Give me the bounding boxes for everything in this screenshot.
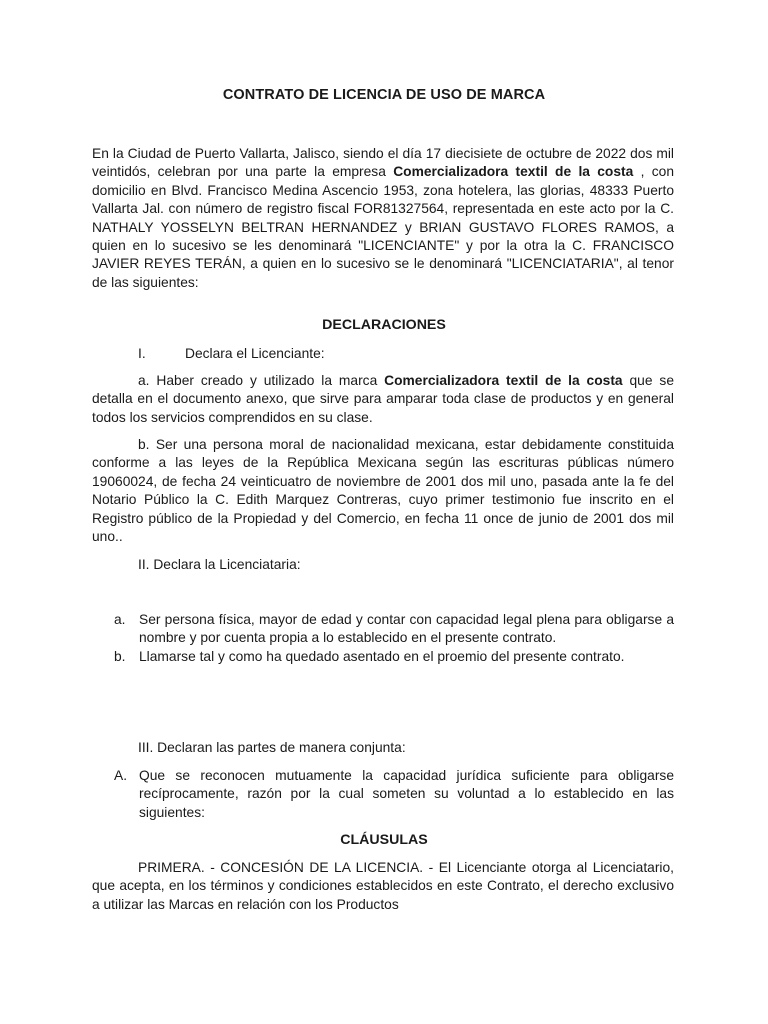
- section-2-heading: II. Declara la Licenciataria:: [138, 557, 301, 572]
- list-item: [114, 611, 674, 648]
- section-3-heading: III. Declaran las partes de manera conjunta:: [138, 740, 406, 755]
- declaration-a-start: a. Haber creado y utilizado la marca: [138, 373, 385, 388]
- section-1-label: Declara el Licenciante:: [185, 346, 325, 361]
- declaration-a-end: que se detalla en el documento anexo, que sirve para amparar toda clase de productos y en general todos los servicios comprendidos en su clase.: [92, 373, 674, 425]
- section-2-list: [114, 611, 674, 666]
- list-item-text: Ser persona física, mayor de edad y contar con capacidad legal plena para obligarse a nombre y por cuenta propia a lo establecido en el presente contrato.: [139, 612, 674, 646]
- list-item: [114, 767, 674, 822]
- list-marker: a.: [114, 612, 126, 627]
- list-item-text: Llamarse tal y como ha quedado asentado en el proemio del presente contrato.: [139, 648, 625, 664]
- declaration-b-paragraph: b. Ser una persona moral de nacionalidad mexicana, estar debidamente constituida conforme a las leyes de la República Mexicana según las escrituras públicas número 19060024, de fecha 24 veinticuatro de noviembre de 2001 dos mil uno, pasada ante la fe del Notario Público la C. Edith Marquez Contreras, cuyo primer testimonio fue inscrito en el Registro público de la Propiedad y del Comercio, en fecha 11 once de junio de 2001 dos mil uno..: [92, 437, 674, 545]
- clausulas-heading: CLÁUSULAS: [340, 832, 428, 848]
- list-marker: b.: [114, 648, 126, 664]
- declaration-a-paragraph: [92, 372, 674, 427]
- section-1-heading: [138, 345, 674, 363]
- section-3-list: [114, 767, 674, 822]
- list-item: [114, 648, 674, 666]
- document-title: CONTRATO DE LICENCIA DE USO DE MARCA: [222, 87, 546, 103]
- list-item-text: Que se reconocen mutuamente la capacidad jurídica suficiente para obligarse recíprocamente, razón por la cual someten su voluntad a lo establecido en las siguientes:: [139, 768, 674, 820]
- intro-text-start: En la Ciudad de Puerto Vallarta, Jalisco, siendo el día 17 diecisiete de octubre de 2022 dos mil veintidós, celebran por una parte la empresa: [92, 146, 674, 180]
- list-marker: A.: [114, 768, 128, 783]
- intro-text-end: , con domicilio en Blvd. Francisco Medina Ascencio 1953, zona hotelera, las glorias, 48333 Puerto Vallarta Jal. con número de registro fiscal FOR81327564, representada en este acto por la C. NATHALY YOSSELYN BELTRAN HERNANDEZ y BRIAN GUSTAVO FLORES RAMOS, a quien en lo sucesivo se les denominará "LICENCIANTE" y por la otra la C. FRANCISCO JAVIER REYES TERÁN, a quien en lo sucesivo se le denominará "LICENCIATARIA", al tenor de las siguientes:: [92, 164, 675, 290]
- declaraciones-heading: DECLARACIONES: [322, 317, 446, 333]
- declaration-a-brand: Comercializadora textil de la costa: [384, 373, 623, 388]
- section-1-numeral: I.: [138, 346, 146, 361]
- clause-primera-paragraph: PRIMERA. - CONCESIÓN DE LA LICENCIA. - El Licenciante otorga al Licenciatario, que acepta, en los términos y condiciones establecidos en este Contrato, el derecho exclusivo a utilizar las Marcas en relación con los Productos: [92, 860, 674, 912]
- intro-paragraph: [92, 145, 674, 292]
- company-name: Comercializadora textil de la costa: [393, 164, 634, 180]
